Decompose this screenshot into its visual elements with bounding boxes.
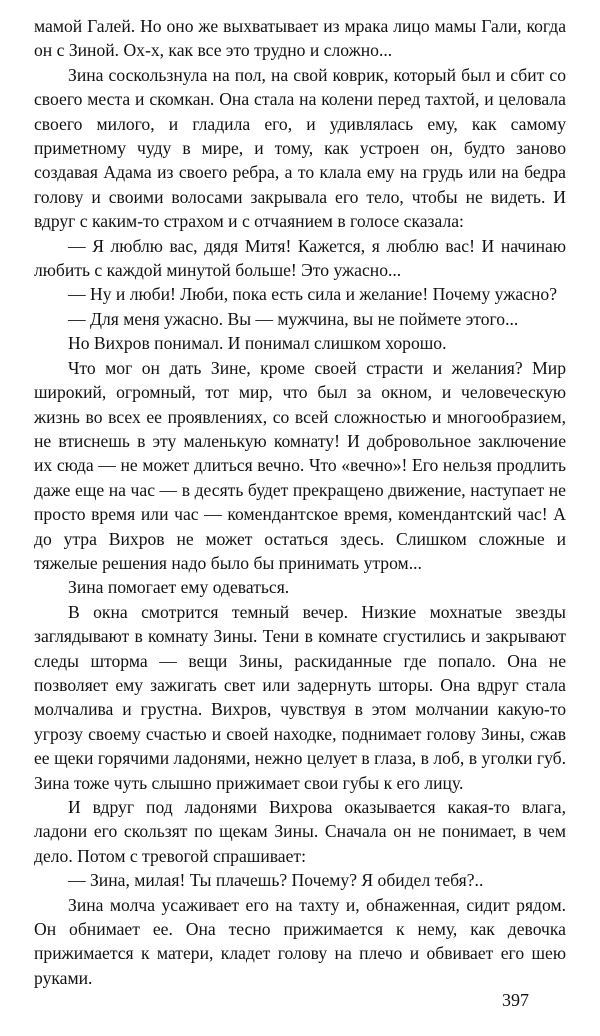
- paragraph: — Ну и люби! Люби, пока есть сила и желание! Почему ужасно?: [68, 284, 557, 305]
- paragraph: — Я люблю вас, дядя Митя! Кажется, я люблю вас! И начинаю любить с каждой минутой больше! Это ужасно...: [34, 235, 566, 281]
- paragraph: Зина соскользнула на пол, на свой коврик, который был и сбит со своего места и скомкан. Она стала на колени перед тахтой, и целовала своего милого, и гладила его, и удивлялась ему, как самому приметному чуду в мире, и тому, как устроен он, будто заново создавая Адама из своего ребра, а то клала ему на грудь или на бедра голову и своими волосами закрывала его тело, чтобы не видеть. И вдруг с каким-то страхом и с отчаянием в голосе сказала:: [34, 64, 566, 232]
- page-number: 397: [502, 990, 529, 1010]
- paragraph: мамой Галей. Но оно же выхватывает из мрака лицо мамы Гали, когда он с Зиной. Ох-х, как все это трудно и сложно...: [34, 16, 566, 61]
- paragraph: Что мог он дать Зине, кроме своей страсти и желания? Мир широкий, огромный, тот мир, что был за окном, и человеческую жизнь во всех ее проявлениях, со всей сложностью и многообразием, не втиснешь в эту маленькую комнату! И добровольное заключение их сюда — не может длиться вечно. Что «вечно»! Его нельзя продлить даже еще на час — в десять будет прекращено движение, наступает не просто время или час — комендантское время, комендантский час! А до утра Вихров не может остаться здесь. Слишком сложные и тяжелые решения надо было бы принимать утром...: [34, 357, 566, 573]
- paragraph: И вдруг под ладонями Вихрова оказывается какая-то влага, ладони его скользят по щекам Зины. Сначала он не понимает, в чем дело. Потом с тревогой спрашивает:: [34, 797, 566, 866]
- paragraph: — Для меня ужасно. Вы — мужчина, вы не поймете этого...: [68, 308, 519, 329]
- paragraph: Но Вихров понимал. И понимал слишком хорошо.: [68, 333, 447, 354]
- paragraph: Зина помогает ему одеваться.: [68, 577, 290, 598]
- paragraph: В окна смотрится темный вечер. Низкие мохнатые звезды заглядывают в комнату Зины. Тени в комнате сгустились и закрывают следы шторма — вещи Зины, раскиданные где попало. Она не позволяет ему зажигать свет или задернуть шторы. Она вдруг стала молчалива и грустна. Вихров, чувствуя в этом молчании какую-то угрозу своему счастью и своей находке, поднимает голову Зины, сжав ее щеки горячими ладонями, нежно целует в глаза, в лоб, в уголки губ. Зина тоже чуть слышно прижимает свои губы к его лицу.: [34, 601, 566, 793]
- paragraph: Зина молча усаживает его на тахту и, обнаженная, сидит рядом. Он обнимает ее. Она тесно прижимается к нему, как девочка прижимается к матери, кладет голову на плечо и обвивает его шею руками.: [34, 894, 566, 988]
- body-text: [34, 14, 566, 990]
- paragraph: — Зина, милая! Ты плачешь? Почему? Я обидел тебя?..: [68, 870, 484, 891]
